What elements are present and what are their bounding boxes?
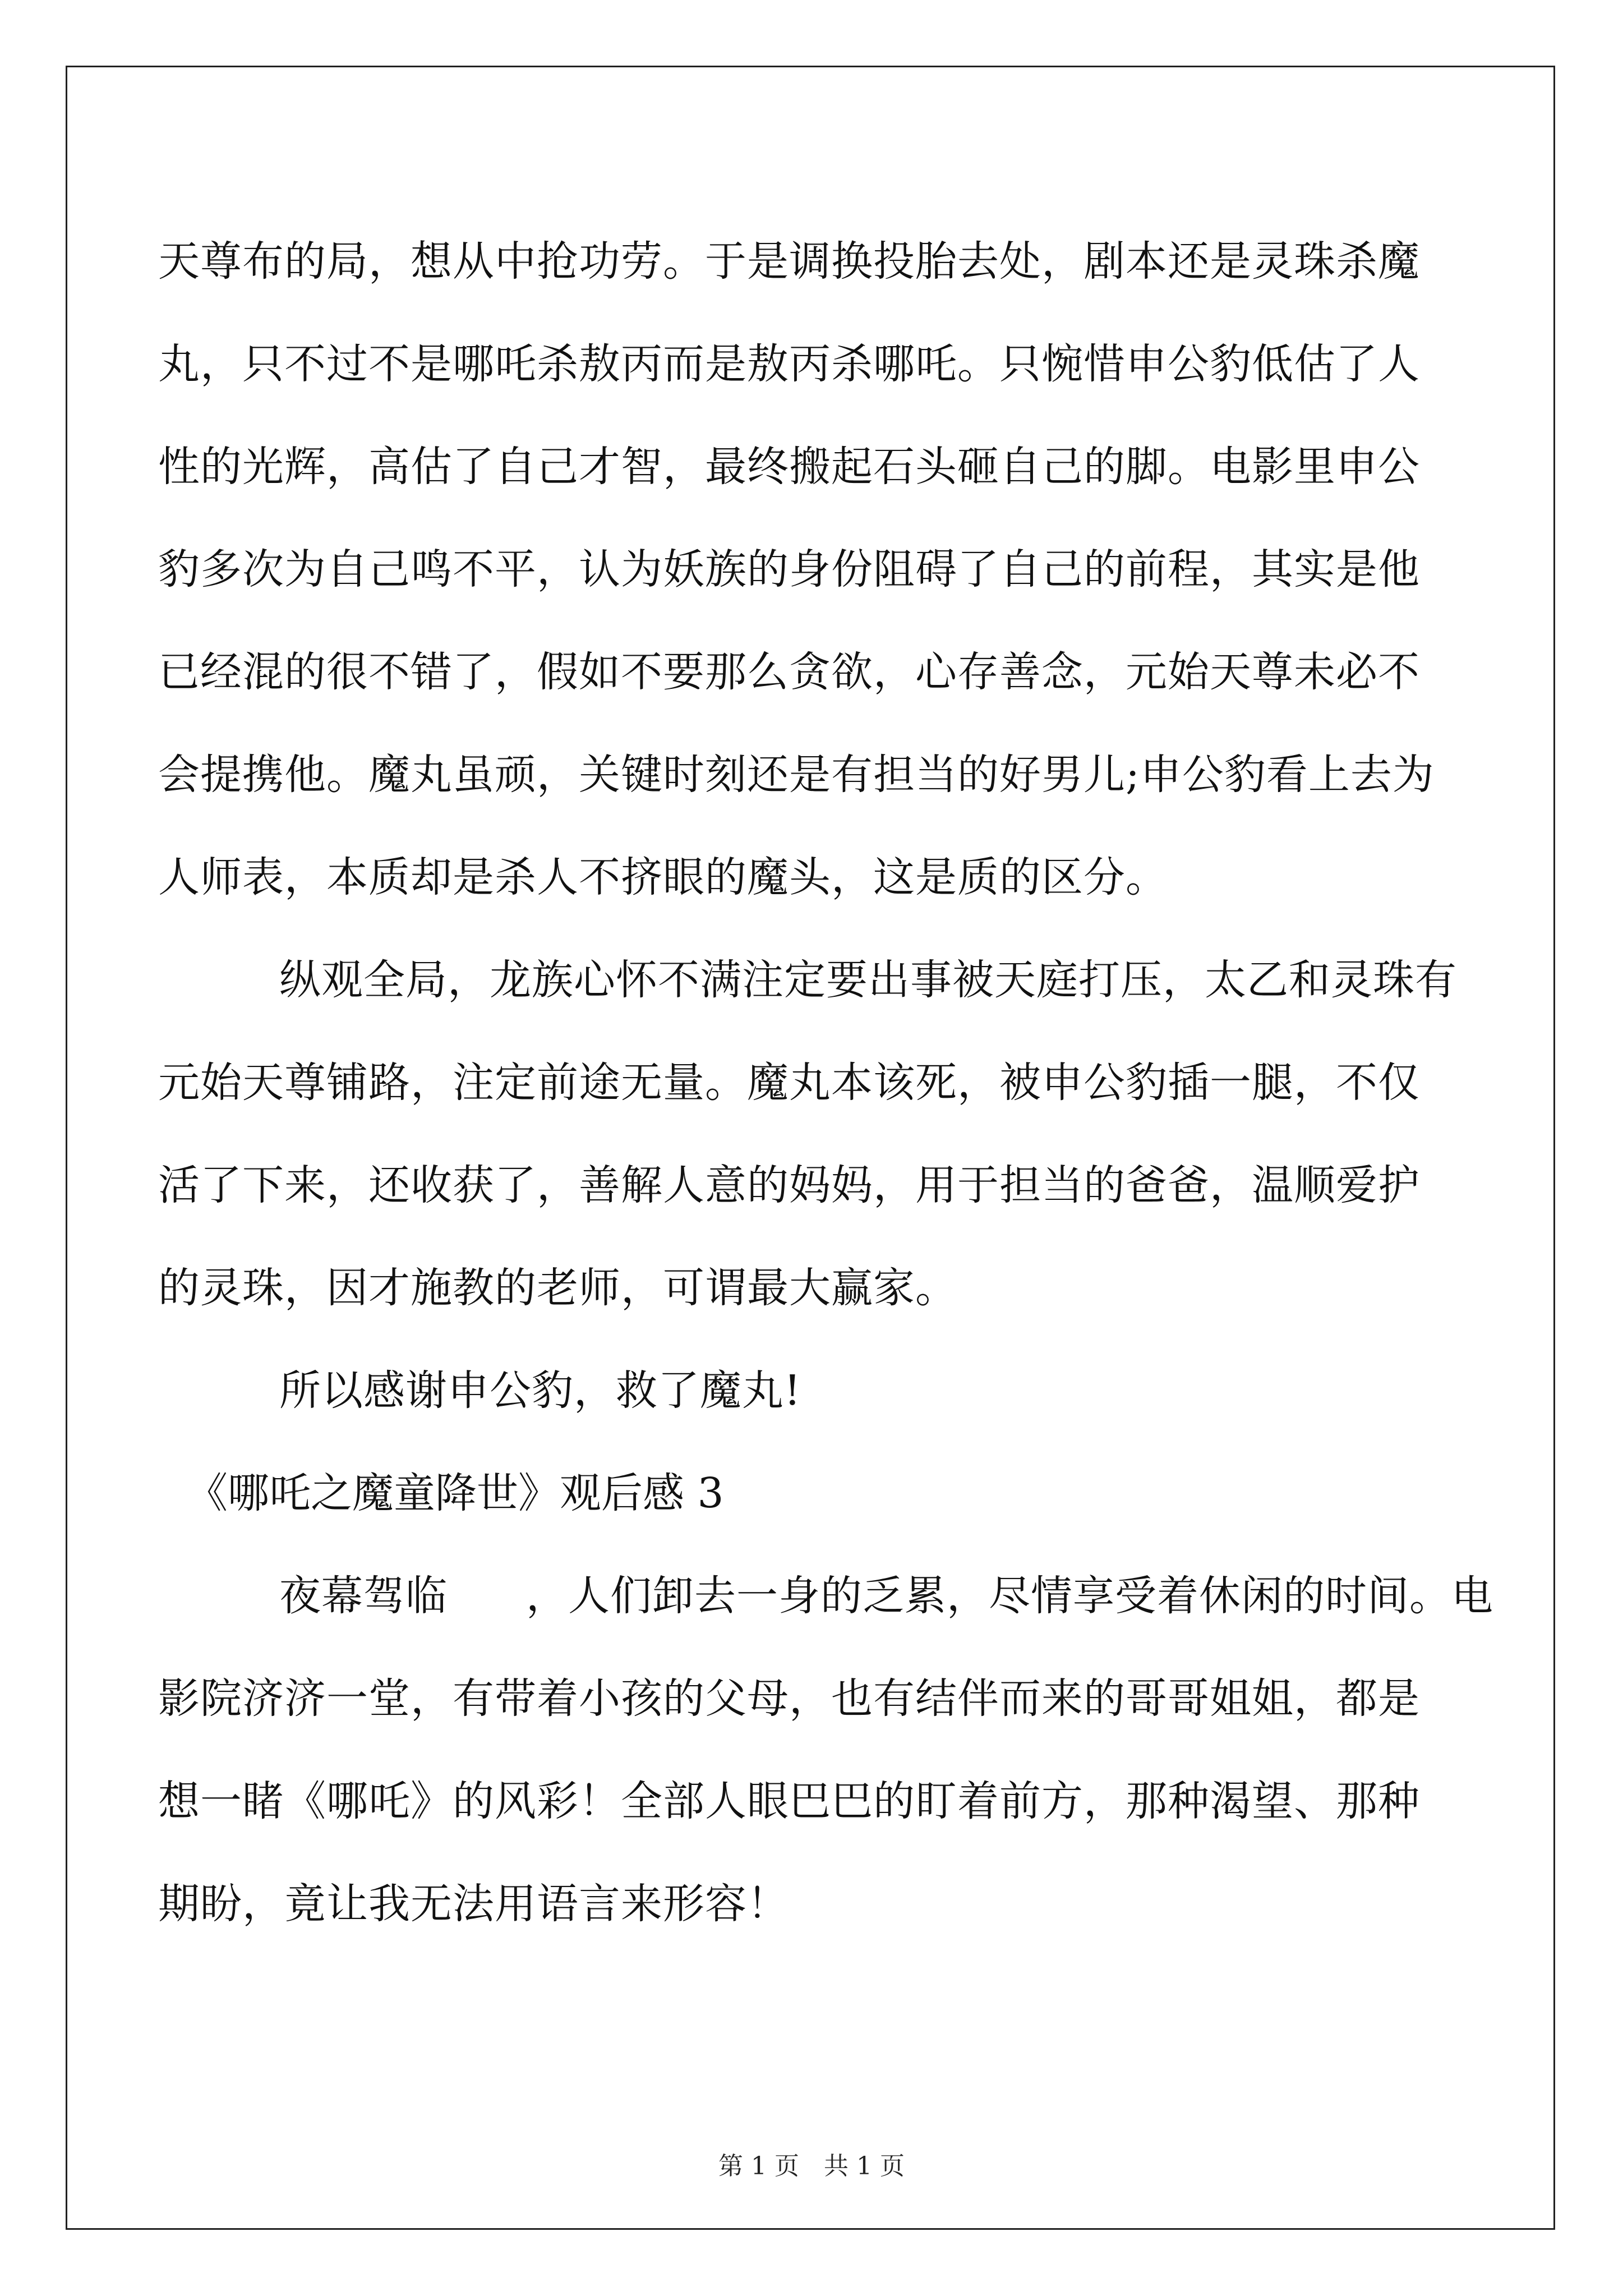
text-line: 人师表，本质却是杀人不挤眼的魔头，这是质的区分。 <box>158 853 1168 901</box>
text-line: 所以感谢申公豹，救了魔丸! <box>279 1366 801 1415</box>
paragraph-1 <box>158 210 1470 929</box>
text-line: 活了下来，还收获了，善解人意的妈妈，用于担当的爸爸，温顺爱护 <box>158 1161 1420 1209</box>
text-fragment: ，人们卸去一身的乏累，尽情享受着休闲的时间。电 <box>526 1572 1493 1620</box>
text-line: 影院济济一堂，有带着小孩的父母，也有结伴而来的哥哥姐姐，都是 <box>158 1674 1420 1723</box>
text-line: 会提携他。魔丸虽顽，关键时刻还是有担当的好男儿;申公豹看上去为 <box>158 751 1435 799</box>
text-line: 期盼，竟让我无法用语言来形容！ <box>158 1880 789 1928</box>
text-line: 元始天尊铺路，注定前途无量。魔丸本该死，被申公豹插一腿，不仅 <box>158 1059 1420 1107</box>
text-line: 天尊布的局，想从中抢功劳。于是调换投胎去处，剧本还是灵珠杀魔 <box>158 237 1420 286</box>
text-line: 想一睹《哪吒》的风彩！全部人眼巴巴的盯着前方，那种渴望、那种 <box>158 1777 1420 1825</box>
text-line: 纵观全局，龙族心怀不满注定要出事被天庭打压，太乙和灵珠有 <box>279 956 1457 1004</box>
paragraph-3 <box>158 1340 1470 1442</box>
text-fragment: 夜幕驾临 <box>279 1572 448 1620</box>
paragraph-4 <box>158 1545 1493 1955</box>
text-line: 丸，只不过不是哪吒杀敖丙而是敖丙杀哪吒。只惋惜申公豹低估了人 <box>158 340 1420 388</box>
page-total: 共 1 页 <box>824 2152 905 2180</box>
section-title: 《哪吒之魔童降世》观后感 3 <box>186 1469 724 1517</box>
text-line: 的灵珠，因才施教的老师，可谓最大赢家。 <box>158 1264 957 1312</box>
document-body <box>158 210 1493 1955</box>
paragraph-2 <box>158 929 1470 1340</box>
page-footer <box>0 2146 1623 2182</box>
text-line: 性的光辉，高估了自己才智，最终搬起石头砸自己的脚。电影里申公 <box>158 443 1420 491</box>
text-line: 豹多次为自己鸣不平，认为妖族的身份阻碍了自己的前程，其实是他 <box>158 545 1420 593</box>
page-number: 第 1 页 <box>718 2152 799 2180</box>
text-line: 已经混的很不错了，假如不要那么贪欲，心存善念，元始天尊未必不 <box>158 648 1420 696</box>
text-line <box>158 1545 1493 1648</box>
